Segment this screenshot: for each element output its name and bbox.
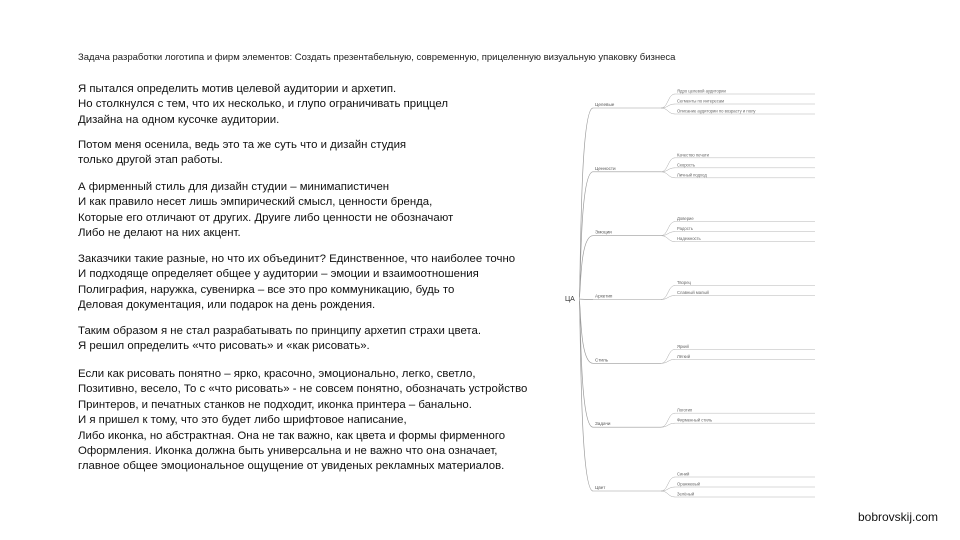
text-line: Позитивно, весело, То с «что рисовать» - не совсем понятно, обозначать устройство bbox=[78, 383, 528, 396]
mindmap-leaf: Доверие bbox=[677, 216, 694, 222]
mindmap-leaf: Зелёный bbox=[677, 491, 695, 497]
text-line: Я пытался определить мотив целевой аудитории и архетип. bbox=[78, 83, 397, 95]
paragraph-approach bbox=[78, 324, 481, 355]
mindmap-connector bbox=[661, 108, 675, 114]
mindmap-connector bbox=[579, 172, 593, 299]
mindmap-branch: Стиль bbox=[595, 357, 609, 363]
mindmap-leaf: Личный подход bbox=[677, 172, 707, 178]
mindmap-branch: Задачи bbox=[595, 421, 611, 427]
text-line: Которые его отличают от других. Друиге либо ценности не обозначают bbox=[78, 211, 454, 224]
paragraph-style bbox=[78, 180, 453, 242]
mindmap-leaf: Скорость bbox=[677, 162, 696, 168]
footer-site: bobrovskij.com bbox=[857, 510, 938, 524]
mindmap-leaf: Логотип bbox=[677, 407, 693, 413]
mindmap-branch: Ценности bbox=[595, 165, 616, 171]
text-line: Полиграфия, наружка, сувенирка – все это про коммуникацию, будь то bbox=[78, 283, 455, 296]
text-line: Дизайна на одном кусочке аудитории. bbox=[78, 113, 280, 126]
text-line: Деловая документация, или подарок на день рождения. bbox=[78, 299, 376, 312]
mindmap-leaf: Сегменты по интересам bbox=[677, 98, 725, 104]
mindmap-leaf: Творец bbox=[677, 280, 691, 285]
mindmap-leaf: Фирменный стиль bbox=[677, 417, 713, 423]
mindmap-root: ЦА bbox=[565, 296, 575, 303]
mindmap-leaf: Ядро целевой аудитории bbox=[677, 88, 726, 94]
slide-title: Задача разработки логотипа и фирм элементов: Создать презентабельную, современную, прицеленную визуальную упаковку бизнеса bbox=[78, 52, 676, 63]
mindmap-leaf: Радость bbox=[677, 226, 693, 232]
text-line: только другой этап работы. bbox=[78, 154, 223, 167]
paragraph-how-to-draw bbox=[78, 367, 527, 475]
mindmap-branch: Архетип bbox=[595, 293, 613, 299]
text-line: Принтеров, и печатных станков не подходит, иконка принтера – банально. bbox=[78, 398, 472, 411]
text-line: Если как рисовать понятно – ярко, красочно, эмоционально, легко, светло, bbox=[78, 368, 476, 380]
text-line: Либо не делают на них акцент. bbox=[78, 227, 241, 240]
mindmap-leaf: Описание аудитории по возрасту и полу bbox=[677, 108, 756, 114]
mindmap-leaf: Надежность bbox=[677, 236, 701, 242]
mindmap-leaf: Славный малый bbox=[677, 290, 709, 295]
mindmap-leaf: Яркий bbox=[677, 343, 689, 349]
text-line: Заказчики такие разные, но что их объединит? Единственное, что наиболее точно bbox=[78, 253, 516, 265]
mindmap-connector bbox=[579, 299, 593, 300]
mindmap-leaf: Оранжевый bbox=[677, 481, 700, 487]
mindmap-branch: Целевые bbox=[595, 102, 615, 107]
text-line: главное общее эмоциональное ощущение от увиденых рекламных материалов. bbox=[78, 460, 505, 473]
mindmap-diagram bbox=[555, 88, 895, 506]
text-line: Либо иконка, но абстрактная. Она не так важно, как цвета и формы фирменного bbox=[78, 429, 506, 442]
text-line: Но столкнулся с тем, что их несколько, и глупо ограничивать приццел bbox=[78, 98, 448, 111]
mindmap-branch: Цвет bbox=[595, 485, 606, 490]
mindmap-connector bbox=[661, 236, 675, 242]
mindmap-leaf: Синий bbox=[677, 471, 690, 477]
text-line: Оформления. Иконка должна быть универсальна и не важно что она означает, bbox=[78, 445, 498, 458]
text-line: Я решил определить «что рисовать» и «как рисовать». bbox=[78, 340, 370, 353]
text-line: И подходяще определяет общее у аудитории – эмоции и взаимоотношения bbox=[78, 268, 479, 281]
mindmap-branch: Эмоции bbox=[595, 229, 612, 235]
paragraph-audience bbox=[78, 82, 448, 128]
mindmap-connector bbox=[661, 172, 675, 178]
text-line: И как правило несет лишь эмпирический смысл, ценности бренда, bbox=[78, 196, 433, 209]
mindmap-connector bbox=[661, 491, 675, 497]
text-line: Потом меня осенила, ведь это та же суть что и дизайн студия bbox=[78, 139, 407, 151]
text-line: А фирменный стиль для дизайн студии – минимапистичен bbox=[78, 181, 390, 193]
paragraph-clients bbox=[78, 252, 515, 314]
text-line: И я пришел к тому, что это будет либо шрифтовое написание, bbox=[78, 414, 407, 427]
mindmap-leaf: Качество печати bbox=[677, 152, 710, 158]
mindmap-leaf: Лёгкий bbox=[677, 353, 691, 359]
paragraph-studio bbox=[78, 138, 406, 169]
text-line: Таким образом я не стал разрабатывать по принципу архетип страхи цвета. bbox=[78, 325, 482, 337]
